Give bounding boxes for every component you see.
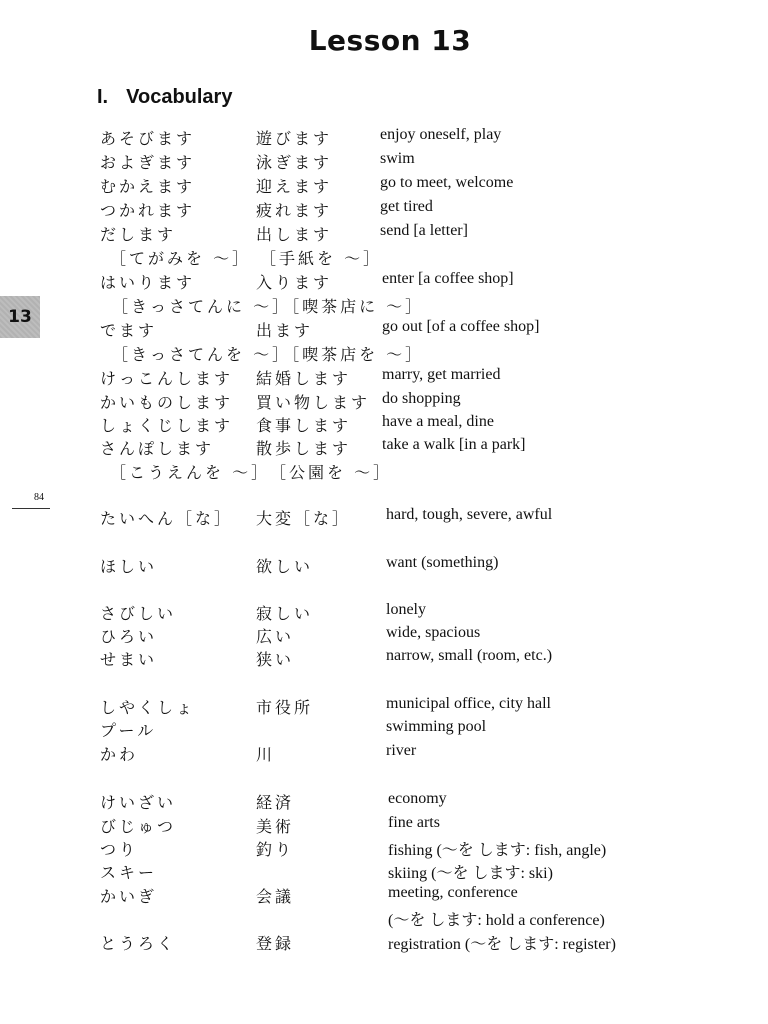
entry-kanji: 結婚します xyxy=(256,369,352,388)
entry-meaning: get tired xyxy=(380,198,433,215)
entry-kana: びじゅつ xyxy=(100,817,177,836)
entry-kana: せまい xyxy=(100,650,158,669)
entry-kana: だします xyxy=(100,225,177,244)
entry-kanji: 入ります xyxy=(256,273,333,292)
entry-kanji-particle: ［手紙を ～］ xyxy=(260,249,383,268)
entry-meaning: enter [a coffee shop] xyxy=(382,270,514,287)
entry-kanji: 散歩します xyxy=(256,439,352,458)
entry-kana: つり xyxy=(100,840,139,859)
entry-kana: プール xyxy=(100,721,157,740)
entry-meaning: enjoy oneself, play xyxy=(380,126,502,143)
entry-kanji: 泳ぎます xyxy=(256,153,333,172)
entry-kana: ひろい xyxy=(100,627,158,646)
entry-kanji: 経済 xyxy=(256,793,295,812)
entry-kanji: 欲しい xyxy=(256,557,314,576)
entry-kanji: 広い xyxy=(256,627,295,646)
entry-particle-line: ［きっさてんを ～］［喫茶店を ～］ xyxy=(112,345,425,364)
page-number: 84 xyxy=(34,492,44,503)
entry-meaning: skiing (～を します: ski) xyxy=(388,865,553,882)
entry-kanji: 出ます xyxy=(256,321,314,340)
entry-meaning: send [a letter] xyxy=(380,222,468,239)
entry-kana: かいものします xyxy=(100,393,234,412)
entry-kana: ほしい xyxy=(100,557,158,576)
entry-meaning: swim xyxy=(380,150,415,167)
entry-meaning: marry, get married xyxy=(382,366,501,383)
entry-kanji: 美術 xyxy=(256,817,295,836)
entry-meaning: go out [of a coffee shop] xyxy=(382,318,540,335)
entry-kana: しやくしょ xyxy=(100,698,196,717)
entry-kana: かわ xyxy=(100,745,139,764)
entry-kanji: 疲れます xyxy=(256,201,333,220)
entry-kana: しょくじします xyxy=(100,416,234,435)
entry-meaning: have a meal, dine xyxy=(382,413,494,430)
entry-kana: あそびます xyxy=(100,129,196,148)
entry-meaning: wide, spacious xyxy=(386,624,481,641)
entry-kanji: 釣り xyxy=(256,840,295,859)
entry-meaning: registration (～を します: register) xyxy=(388,936,616,953)
entry-kanji: 遊びます xyxy=(256,129,333,148)
entry-meaning: want (something) xyxy=(386,554,499,571)
entry-particle-line: ［きっさてんに ～］［喫茶店に ～］ xyxy=(112,297,425,316)
entry-kanji: 登録 xyxy=(256,934,295,953)
entry-kanji: 寂しい xyxy=(256,604,314,623)
entry-kana-particle: ［てがみを ～］ xyxy=(110,249,252,268)
entry-meaning: fine arts xyxy=(388,814,440,831)
section-number: I. xyxy=(97,86,109,108)
entry-kanji: 市役所 xyxy=(256,698,314,717)
entry-kana: スキー xyxy=(100,863,158,882)
entry-kana: けっこんします xyxy=(100,369,234,388)
entry-kana: およぎます xyxy=(100,153,196,172)
entry-kana: かいぎ xyxy=(100,887,158,906)
entry-meaning: go to meet, welcome xyxy=(380,174,514,191)
entry-kana: さびしい xyxy=(100,604,177,623)
entry-meaning-continuation: (～を します: hold a conference) xyxy=(388,912,605,929)
entry-kana: つかれます xyxy=(100,201,196,220)
entry-meaning: economy xyxy=(388,790,447,807)
entry-kana: さんぽします xyxy=(100,439,215,458)
entry-kana: むかえます xyxy=(100,177,196,196)
entry-kana-particle: ［こうえんを ～］ xyxy=(110,463,271,482)
entry-kanji: 川 xyxy=(256,745,276,764)
entry-kanji: 大変［な］ xyxy=(256,509,352,528)
entry-kana: たいへん［な］ xyxy=(100,509,234,528)
entry-meaning: do shopping xyxy=(382,390,461,407)
entry-kana: はいります xyxy=(100,273,196,292)
entry-meaning: river xyxy=(386,742,417,759)
entry-kanji: 買い物します xyxy=(256,393,371,412)
entry-kana: でます xyxy=(100,321,158,340)
entry-kanji-particle: ［公園を ～］ xyxy=(270,463,393,482)
page-title: Lesson 13 xyxy=(308,24,472,57)
entry-meaning: lonely xyxy=(386,601,426,618)
entry-meaning: take a walk [in a park] xyxy=(382,436,526,453)
lesson-side-tab: 13 xyxy=(0,296,40,338)
entry-kanji: 出します xyxy=(256,225,333,244)
entry-kanji: 迎えます xyxy=(256,177,333,196)
entry-kanji: 狭い xyxy=(256,650,295,669)
entry-kanji: 会議 xyxy=(256,887,295,906)
entry-meaning: hard, tough, severe, awful xyxy=(386,506,553,523)
entry-meaning: swimming pool xyxy=(386,718,487,735)
entry-meaning: narrow, small (room, etc.) xyxy=(386,647,553,664)
entry-meaning: fishing (～を します: fish, angle) xyxy=(388,842,607,859)
entry-kana: とうろく xyxy=(100,934,177,953)
entry-kanji: 食事します xyxy=(256,416,352,435)
section-title: Vocabulary xyxy=(126,86,233,108)
entry-kana: けいざい xyxy=(100,793,177,812)
entry-meaning: municipal office, city hall xyxy=(386,695,551,712)
entry-meaning: meeting, conference xyxy=(388,884,518,901)
